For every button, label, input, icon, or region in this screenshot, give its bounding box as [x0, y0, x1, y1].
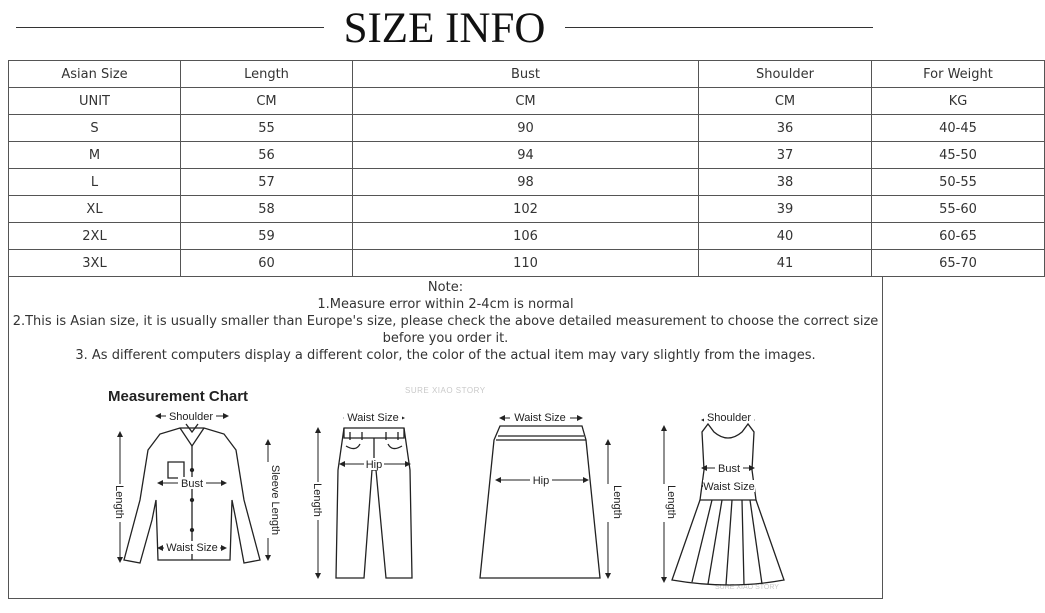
- header-length: Length: [181, 61, 353, 88]
- skirt-drawing: [480, 426, 600, 578]
- table-cell: 56: [181, 142, 353, 169]
- skirt-measures: [496, 418, 608, 578]
- page-title: SIZE INFO: [343, 5, 546, 52]
- measurement-chart-title: Measurement Chart: [108, 388, 249, 405]
- table-cell: 98: [353, 169, 699, 196]
- table-cell: 60: [181, 250, 353, 277]
- shirt-pocket: [168, 462, 184, 478]
- table-cell: 106: [353, 223, 699, 250]
- pants-pocket-left: [346, 444, 360, 449]
- skirt-hip-label: Hip: [532, 475, 550, 487]
- shirt-waist-label: Waist Size: [166, 542, 218, 554]
- pants-waist-label: Waist Size: [347, 412, 399, 424]
- table-cell: 2XL: [9, 223, 181, 250]
- pants-waistband: [344, 428, 404, 438]
- table-cell: 40: [699, 223, 872, 250]
- notes-title: Note:: [427, 280, 464, 295]
- header-shoulder: Shoulder: [699, 61, 872, 88]
- unit-cell: CM: [353, 88, 699, 115]
- table-cell: 60-65: [872, 223, 1045, 250]
- watermark: SURE XIAO STORY: [405, 386, 486, 395]
- dress-length-label: Length: [665, 485, 677, 519]
- note-line-3: 3. As different computers display a different color, the color of the actual item may vary slightly from the images.: [75, 348, 816, 363]
- header-bust: Bust: [353, 61, 699, 88]
- pants-drawing: [336, 428, 412, 578]
- pants-length-label: Length: [311, 483, 323, 517]
- table-cell: 59: [181, 223, 353, 250]
- table-cell: XL: [9, 196, 181, 223]
- table-cell: 94: [353, 142, 699, 169]
- shirt-length-label: Length: [113, 485, 125, 519]
- note-line-1: 1.Measure error within 2-4cm is normal: [317, 297, 574, 312]
- unit-cell: UNIT: [9, 88, 181, 115]
- table-cell: 102: [353, 196, 699, 223]
- dress-waist-label: Waist Size: [703, 481, 755, 493]
- table-cell: 50-55: [872, 169, 1045, 196]
- note-line-2: 2.This is Asian size, it is usually smaller than Europe's size, please check the above detailed measurement to choose the correct size before you order it.: [12, 314, 879, 346]
- table-cell: S: [9, 115, 181, 142]
- table-cell: 40-45: [872, 115, 1045, 142]
- shirt-collar: [180, 424, 204, 446]
- table-cell: M: [9, 142, 181, 169]
- dress-drawing: [672, 424, 784, 585]
- shirt-sleeve-label: Sleeve Length: [269, 464, 281, 536]
- unit-cell: CM: [699, 88, 872, 115]
- table-cell: 37: [699, 142, 872, 169]
- table-cell: 3XL: [9, 250, 181, 277]
- table-cell: 55: [181, 115, 353, 142]
- header-asian-size: Asian Size: [9, 61, 181, 88]
- pants-measures: [318, 418, 410, 578]
- table-cell: L: [9, 169, 181, 196]
- skirt-waistband: [496, 436, 586, 440]
- dress-bust-label: Bust: [717, 463, 741, 475]
- skirt-length-label: Length: [611, 485, 623, 519]
- table-cell: 45-50: [872, 142, 1045, 169]
- table-cell: 39: [699, 196, 872, 223]
- table-cell: 38: [699, 169, 872, 196]
- unit-cell: KG: [872, 88, 1045, 115]
- dress-skirt: [672, 500, 784, 585]
- watermark-bottom: SURE XIAO STORY: [715, 584, 779, 591]
- pants-hip-label: Hip: [365, 459, 383, 471]
- skirt-waist-label: Waist Size: [514, 412, 566, 424]
- shirt-bust-label: Bust: [180, 478, 204, 490]
- pants-pocket-right: [388, 444, 402, 449]
- table-cell: 41: [699, 250, 872, 277]
- table-cell: 110: [353, 250, 699, 277]
- unit-cell: CM: [181, 88, 353, 115]
- shirt-shoulder-label: Shoulder: [168, 411, 214, 423]
- dress-shoulder-label: Shoulder: [706, 412, 752, 424]
- header-weight: For Weight: [872, 61, 1045, 88]
- table-cell: 65-70: [872, 250, 1045, 277]
- table-cell: 57: [181, 169, 353, 196]
- skirt-outline: [480, 426, 600, 578]
- table-cell: 58: [181, 196, 353, 223]
- table-cell: 36: [699, 115, 872, 142]
- table-cell: 55-60: [872, 196, 1045, 223]
- dress-pleats: [692, 500, 762, 585]
- table-cell: 90: [353, 115, 699, 142]
